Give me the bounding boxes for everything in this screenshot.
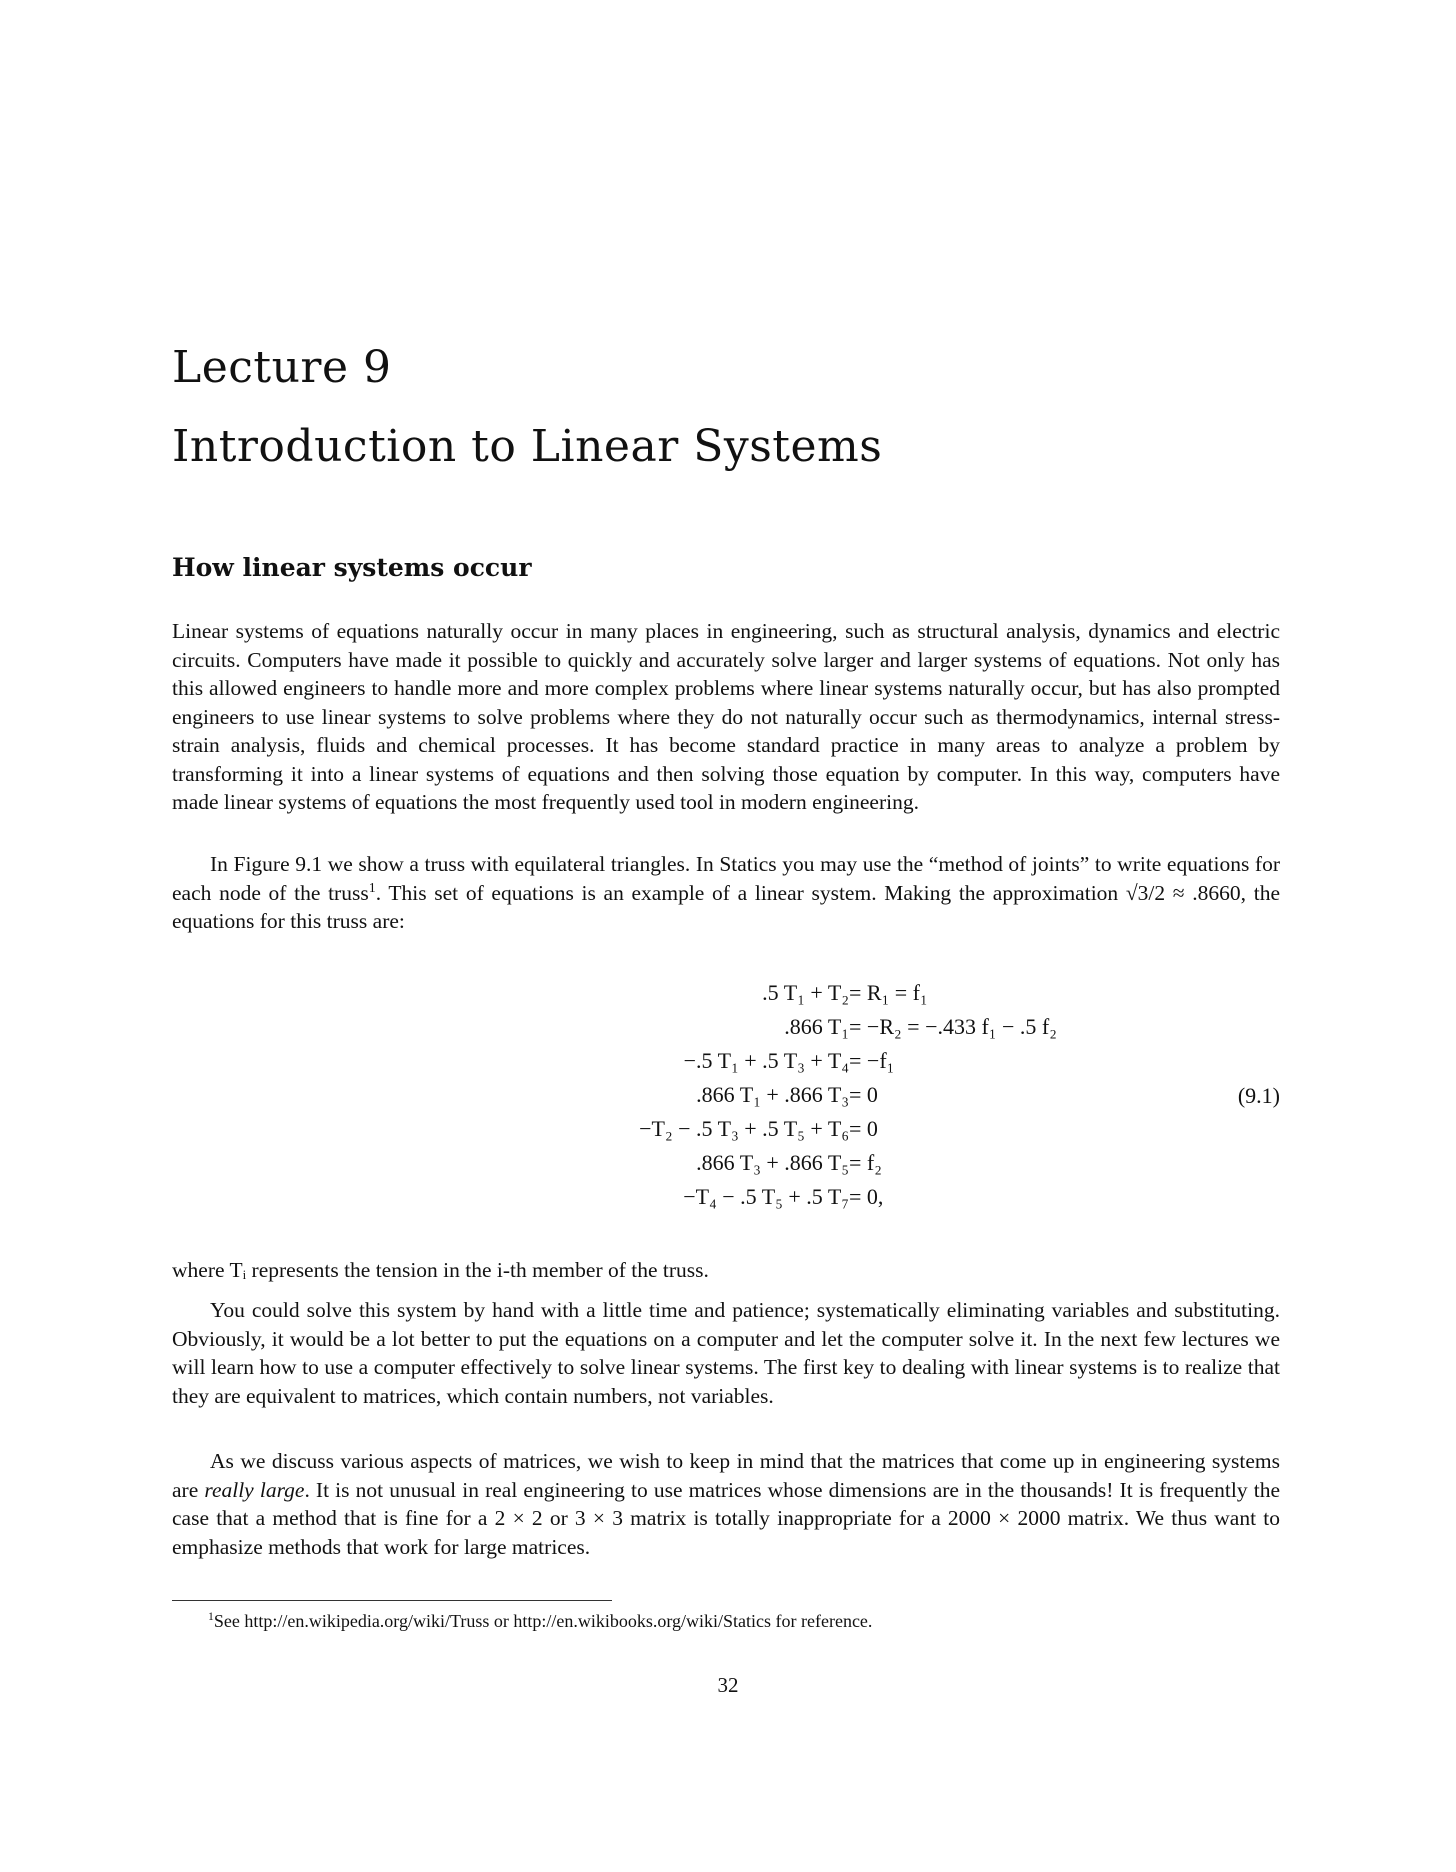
- equation-lhs: .866 T₁: [784, 1014, 849, 1039]
- equation-row: [172, 976, 1280, 1010]
- equation-lhs: −T₄ − .5 T₅ + .5 T₇: [683, 1184, 849, 1209]
- chapter-title: Introduction to Linear Systems: [172, 421, 883, 472]
- footnote-text[interactable]: See http://en.wikipedia.org/wiki/Truss or http://en.wikibooks.org/wiki/Statics for reference.: [213, 1611, 873, 1631]
- equation-row: [172, 1078, 1280, 1112]
- equation-rhs: = 0: [849, 1116, 878, 1141]
- equation-rhs: = 0,: [849, 1184, 884, 1209]
- lecture-number: Lecture 9: [172, 342, 392, 393]
- paragraph-intro: Linear systems of equations naturally occur in many places in engineering, such as structural analysis, dynamics and electric circuits. Computers have made it possible to quickly and accurately solve larger and larger systems of equations. Not only has this allowed engineers to handle more and more complex problems where linear systems naturally occur, but has also prompted engineers to use linear systems to solve problems where they do not naturally occur such as thermodynamics, internal stress-strain analysis, fluids and chemical processes. It has become standard practice in many areas to analyze a problem by transforming it into a linear systems of equations and then solving those equation by computer. In this way, computers have made linear systems of equations the most frequently used tool in modern engineering.: [172, 619, 1280, 814]
- equation-rhs: = −R₂ = −.433 f₁ − .5 f₂: [849, 1014, 1057, 1039]
- paragraph-matrices-text-1: As we discuss various aspects of matrices, we wish to keep in mind that the matrices that come up in engineering systems are: [172, 1449, 1280, 1502]
- paragraph-where: where Tᵢ represents the tension in the i-th member of the truss.: [172, 1258, 709, 1282]
- equation-system: [172, 976, 1280, 1216]
- equation-rhs: = R₁ = f₁: [849, 980, 928, 1005]
- paragraph-solve: You could solve this system by hand with a little time and patience; systematically eliminating variables and substituting. Obviously, it would be a lot better to put the equations on a computer and let the computer solve it. In the next few lectures we will learn how to use a computer effectively to solve linear systems. The first key to dealing with linear systems is to realize that they are equivalent to matrices, which contain numbers, not variables.: [172, 1298, 1280, 1408]
- emphasis-really-large: really large: [204, 1477, 305, 1502]
- equation-number: (9.1): [1237, 1083, 1280, 1108]
- paragraph-truss: [172, 850, 1280, 936]
- page-number: 32: [717, 1673, 739, 1697]
- equation-row: [172, 1044, 1280, 1078]
- paragraph-matrices-text-2: . It is not unusual in real engineering to use matrices whose dimensions are in the thousands! It is frequently the case that a method that is fine for a 2 × 2 or 3 × 3 matrix is totally inappropriate for a 2000 × 2000 matrix. We thus want to emphasize methods that work for large matrices.: [172, 1477, 1281, 1559]
- footnote-mark: 1: [208, 1610, 214, 1623]
- equation-row: [172, 1146, 1280, 1180]
- equation-rhs: = 0: [849, 1082, 878, 1107]
- equation-lhs: −.5 T₁ + .5 T₃ + T₄: [683, 1048, 849, 1073]
- paragraph-truss-text-2: . This set of equations is an example of a linear system. Making the approximation √3/2 ≈ .8660, the equations for this truss are:: [172, 880, 1280, 933]
- paragraph-truss-text-1: In Figure 9.1 we show a truss with equilateral triangles. In Statics you may use the “method of joints” to write equations for each node of the truss: [172, 852, 1280, 905]
- equation-row: [172, 1112, 1280, 1146]
- equation-lhs: .866 T₁ + .866 T₃: [696, 1082, 849, 1107]
- paragraph-matrices: [172, 1447, 1280, 1561]
- footnote: [208, 1608, 872, 1634]
- equation-row: [172, 1180, 1280, 1214]
- equation-rhs: = −f₁: [849, 1048, 895, 1073]
- equation-row: [172, 1010, 1280, 1044]
- equation-lhs: .5 T₁ + T₂: [762, 980, 849, 1005]
- equation-lhs: −T₂ − .5 T₃ + .5 T₅ + T₆: [639, 1116, 849, 1141]
- equation-lhs: .866 T₃ + .866 T₅: [696, 1150, 849, 1175]
- section-title: How linear systems occur: [172, 553, 532, 582]
- equation-rhs: = f₂: [849, 1150, 882, 1175]
- footnote-divider: [172, 1600, 612, 1601]
- footnote-reference[interactable]: 1: [368, 880, 376, 896]
